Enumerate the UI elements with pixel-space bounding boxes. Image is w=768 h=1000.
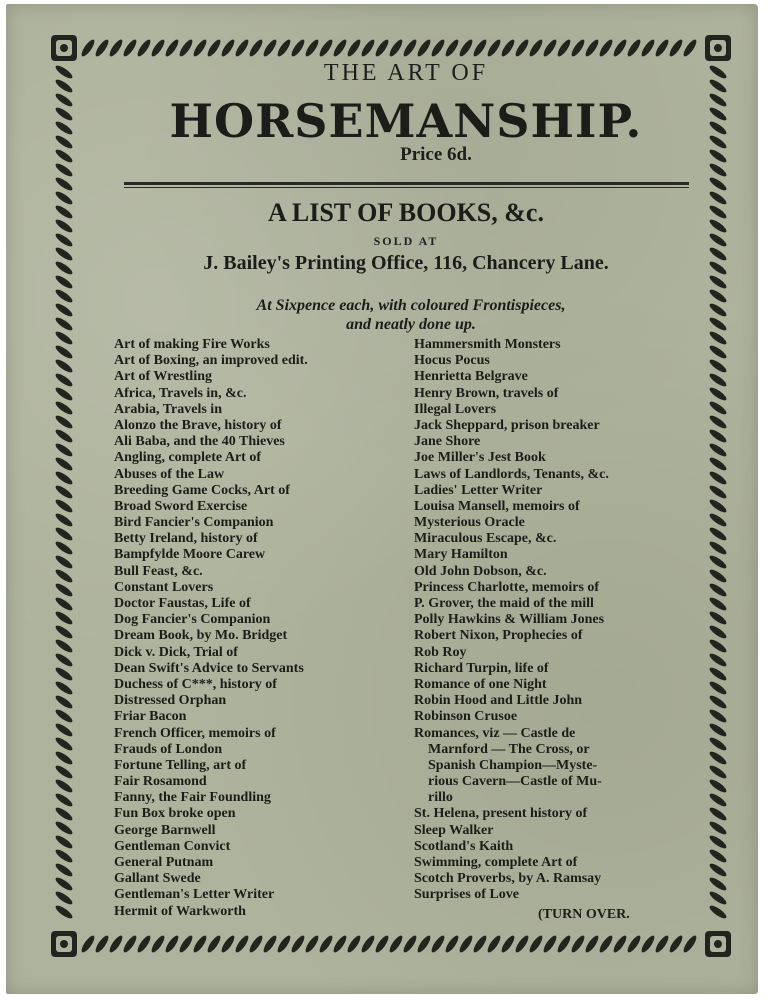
book-title: P. Grover, the maid of the mill (414, 596, 594, 611)
book-title: Joe Miller's Jest Book (414, 450, 546, 466)
book-title: Frauds of London (114, 741, 223, 757)
book-title: French Officer, memoirs of (114, 725, 276, 741)
book-list-right (414, 337, 694, 904)
book-title: Louisa Mansell, memoirs of (414, 498, 580, 514)
book-title: Betty Ireland, history of (114, 531, 258, 547)
book-title: Mary Hamilton (414, 547, 508, 563)
book-title: Scotch Proverbs, by A. Ramsay (414, 871, 602, 887)
book-title: General Putnam (114, 855, 214, 870)
book-title: Bampfylde Moore Carew (114, 547, 266, 563)
book-title: rillo (428, 790, 453, 806)
book-title: Marnford — The Cross, or (428, 741, 590, 757)
book-title: Fanny, the Fair Foundling (114, 790, 271, 806)
book-title: Swimming, complete Art of (414, 855, 578, 870)
book-title: Jane Shore (414, 434, 481, 450)
book-title: Broad Sword Exercise (114, 498, 248, 514)
book-title: Dean Swift's Advice to Servants (114, 660, 304, 676)
book-title: Hammersmith Monsters (414, 337, 561, 352)
book-title: Princess Charlotte, memoirs of (414, 579, 600, 595)
sold-at-label: SOLD AT (373, 234, 439, 248)
book-title: Gentleman's Letter Writer (114, 887, 275, 903)
book-title: Hocus Pocus (414, 353, 490, 369)
book-title: Art of Wrestling (114, 369, 212, 385)
book-title: Robert Nixon, Prophecies of (414, 628, 583, 644)
book-title: Arabia, Travels in (114, 401, 222, 417)
turn-over-note: (TURN OVER. (538, 907, 630, 922)
price-label: Price 6d. (400, 144, 472, 165)
book-title: Laws of Landlords, Tenants, &c. (414, 466, 609, 482)
book-title: Hermit of Warkworth (114, 903, 246, 919)
title-divider (124, 182, 689, 185)
book-title: Romances, viz — Castle de (414, 725, 576, 741)
list-heading: A LIST OF BOOKS, &c. (268, 198, 544, 227)
book-title: Africa, Travels in, &c. (114, 385, 247, 401)
book-title: Rob Roy (414, 644, 467, 660)
book-title: St. Helena, present history of (414, 806, 588, 822)
subtitle-line-2: and neatly done up. (346, 316, 476, 333)
book-list-left (114, 337, 404, 920)
book-title: Fortune Telling, art of (114, 757, 247, 773)
book-title: Scotland's Kaith (414, 838, 514, 854)
book-title: Sleep Walker (414, 822, 494, 838)
printer-address: J. Bailey's Printing Office, 116, Chancery Lane. (203, 252, 609, 274)
book-title: Duchess of C***, history of (114, 676, 277, 692)
book-title: Polly Hawkins & William Jones (414, 612, 605, 628)
book-title: Robin Hood and Little John (414, 693, 583, 709)
book-title: Miraculous Escape, &c. (414, 531, 557, 547)
book-title: Distressed Orphan (114, 693, 227, 709)
title-prefix: THE ART OF (323, 60, 489, 86)
book-title: Henry Brown, travels of (414, 385, 559, 401)
book-title: Old John Dobson, &c. (414, 563, 547, 579)
book-title: Richard Turpin, life of (414, 660, 549, 676)
title-divider-thin (124, 187, 689, 188)
book-title: Jack Sheppard, prison breaker (414, 417, 600, 433)
book-title: Constant Lovers (114, 579, 214, 595)
book-title: Robinson Crusoe (414, 709, 518, 725)
book-title: Henrietta Belgrave (414, 369, 528, 385)
book-title: Spanish Champion—Myste- (428, 757, 598, 773)
book-title: Bull Feast, &c. (114, 563, 203, 579)
catalogue-subtitle (126, 296, 696, 334)
book-title: Bird Fancier's Companion (114, 515, 274, 531)
book-title: Romance of one Night (414, 676, 547, 692)
book-title: George Barnwell (114, 822, 216, 838)
book-title: Dog Fancier's Companion (114, 612, 271, 628)
book-title: Gallant Swede (114, 871, 201, 887)
book-title: Gentleman Convict (114, 838, 231, 854)
book-title: Friar Bacon (114, 709, 187, 725)
book-title: Breeding Game Cocks, Art of (114, 482, 290, 498)
book-title: Art of making Fire Works (114, 337, 270, 352)
book-title: Ladies' Letter Writer (414, 482, 543, 498)
book-title: Doctor Faustas, Life of (114, 596, 251, 611)
book-title: Alonzo the Brave, history of (114, 417, 282, 433)
page-title: HORSEMANSHIP. (169, 94, 643, 148)
book-title: Ali Baba, and the 40 Thieves (114, 434, 285, 450)
pamphlet-cover (6, 4, 758, 994)
book-title: Mysterious Oracle (414, 515, 525, 531)
subtitle-line-1: At Sixpence each, with coloured Frontispieces, (256, 297, 566, 314)
book-title: rious Cavern—Castle of Mu- (428, 774, 602, 790)
book-title: Dick v. Dick, Trial of (114, 644, 238, 660)
book-title: Art of Boxing, an improved edit. (114, 353, 308, 369)
book-title: Fun Box broke open (114, 806, 236, 822)
book-title: Fair Rosamond (114, 774, 207, 790)
book-title: Angling, complete Art of (114, 450, 261, 466)
book-title: Illegal Lovers (414, 401, 497, 417)
book-title: Abuses of the Law (114, 466, 225, 482)
book-title: Surprises of Love (414, 887, 519, 903)
book-title: Dream Book, by Mo. Bridget (114, 628, 288, 644)
